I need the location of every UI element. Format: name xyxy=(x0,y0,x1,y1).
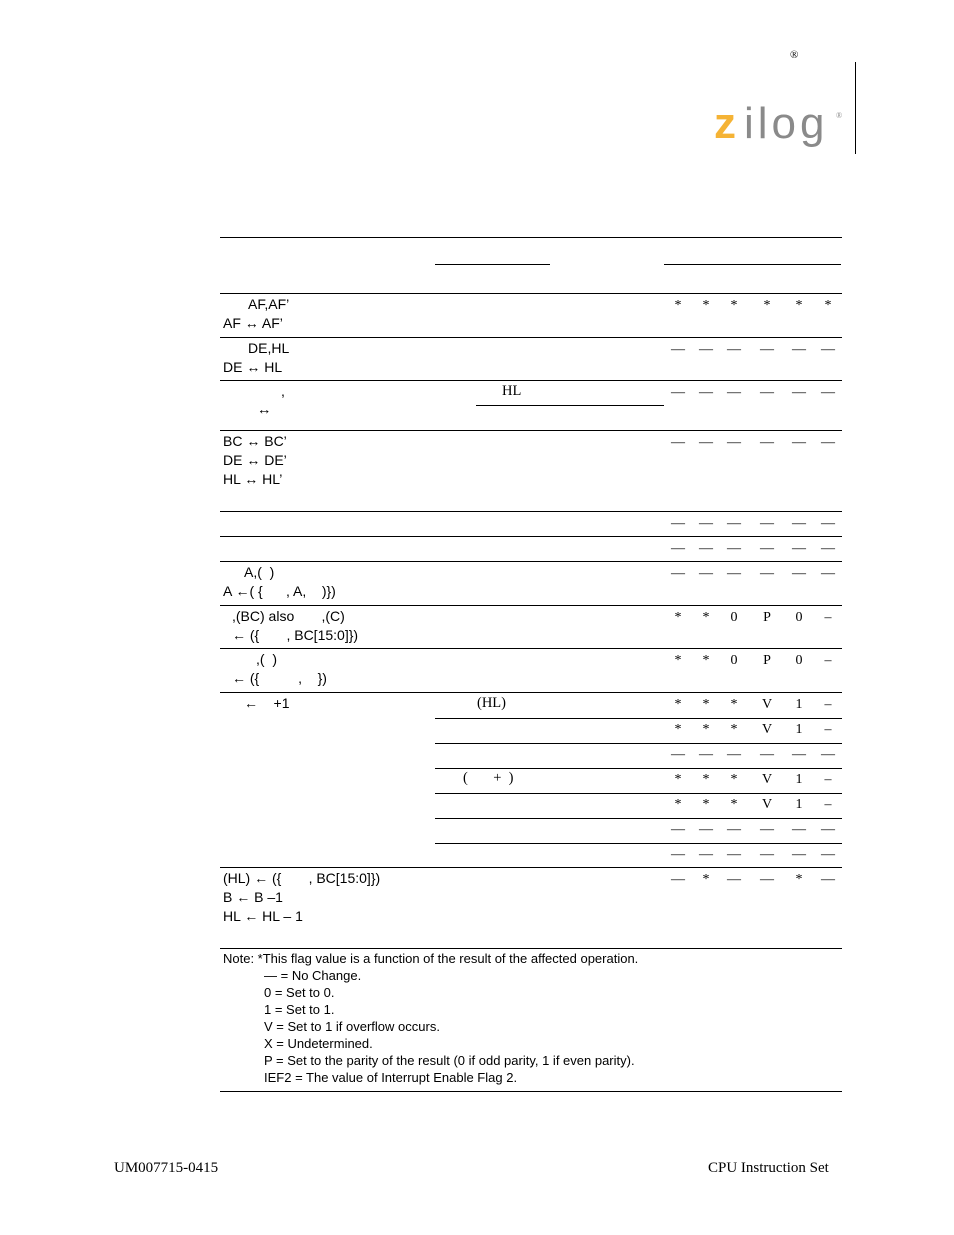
row-r4-flag-2: — xyxy=(727,435,741,450)
row-r10-sub-5-flag-0: — xyxy=(671,822,685,837)
svg-text:ilog: ilog xyxy=(744,104,829,148)
row-r11-flag-2: — xyxy=(727,872,741,887)
row-r8-flag-3: P xyxy=(763,610,771,625)
row-r1-text-1: AF ↔ AF’ xyxy=(223,315,283,331)
header-underline-flags xyxy=(664,264,841,265)
row-r4-flag-0: — xyxy=(671,435,685,450)
row-r3-flag-5: — xyxy=(821,385,835,400)
row-r1-flag-0: * xyxy=(674,298,682,313)
row-r5-flag-2: — xyxy=(727,516,741,531)
row-r9-flag-4: 0 xyxy=(795,653,803,668)
row-r10-sub-1-flag-4: 1 xyxy=(795,722,803,737)
row-r2-flag-1: — xyxy=(699,342,713,357)
footer-section: CPU Instruction Set xyxy=(708,1160,829,1176)
row-r10-bottom-rule xyxy=(220,867,842,868)
footer-doc-id: UM007715-0415 xyxy=(114,1160,219,1176)
row-r4-flag-4: — xyxy=(792,435,806,450)
row-r10-sub-6-flag-5: — xyxy=(821,847,835,862)
row-r3-bottom-rule xyxy=(220,430,842,431)
row-r10-sub-6-flag-4: — xyxy=(792,847,806,862)
row-r6-flag-5: — xyxy=(821,541,835,556)
row-r10-sub-1-flag-5: – xyxy=(824,722,832,737)
row-r5-flag-4: — xyxy=(792,516,806,531)
row-r5-flag-1: — xyxy=(699,516,713,531)
row-r7-text-1: A ←( { , A, )}) xyxy=(223,583,336,599)
row-r10-sub-3-flag-3: V xyxy=(761,772,773,787)
row-r7-flag-5: — xyxy=(821,566,835,581)
table-top-rule xyxy=(220,237,842,238)
row-r11-flag-0: — xyxy=(671,872,685,887)
row-r10-sub-4-flag-3: V xyxy=(761,797,773,812)
row-r4-text-1: DE ↔ DE’ xyxy=(223,452,287,468)
row-r3-flag-0: — xyxy=(671,385,685,400)
row-r11-flag-3: — xyxy=(760,872,774,887)
row-r10-sub-rule-6 xyxy=(435,843,842,844)
row-r10-sub-2-flag-1: — xyxy=(699,747,713,762)
note-line-6: P = Set to the parity of the result (0 if odd parity, 1 if even parity). xyxy=(264,1053,635,1068)
row-r8-flag-5: – xyxy=(824,610,832,625)
note-line-5: X = Undetermined. xyxy=(264,1036,373,1051)
row-r10-sub-1-flag-3: V xyxy=(761,722,773,737)
row-r8-text-1: ← ({ , BC[15:0]}) xyxy=(232,627,359,643)
row-r10-sub-2-flag-3: — xyxy=(760,747,774,762)
header-underline-opcode xyxy=(435,264,550,265)
row-r9-flag-0: * xyxy=(674,653,682,668)
row-r10-sub-label-0: (HL) xyxy=(477,695,506,711)
row-r7-flag-3: — xyxy=(760,566,774,581)
row-r5-flag-5: — xyxy=(821,516,835,531)
row-r6-flag-1: — xyxy=(699,541,713,556)
row-r1-flag-1: * xyxy=(702,298,710,313)
row-r3-flag-4: — xyxy=(792,385,806,400)
row-r2-flag-0: — xyxy=(671,342,685,357)
row-r10-sub-label-3: ( + ) xyxy=(463,770,514,786)
notes-bottom-rule xyxy=(220,1091,842,1092)
row-r11-flag-5: — xyxy=(821,872,835,887)
row-r7-flag-1: — xyxy=(699,566,713,581)
zilog-logo xyxy=(714,104,846,160)
row-r3-middle-underline xyxy=(476,405,664,406)
row-r6-flag-0: — xyxy=(671,541,685,556)
svg-text:®: ® xyxy=(836,111,843,120)
row-r9-flag-1: * xyxy=(702,653,710,668)
row-r7-flag-4: — xyxy=(792,566,806,581)
row-r7-flag-0: — xyxy=(671,566,685,581)
row-r7-bottom-rule xyxy=(220,605,842,606)
row-r10-sub-3-flag-4: 1 xyxy=(795,772,803,787)
row-r1-text-0: AF,AF’ xyxy=(248,296,290,312)
row-r10-sub-0-flag-0: * xyxy=(674,697,682,712)
row-r10-sub-1-flag-1: * xyxy=(702,722,710,737)
row-r10-sub-5-flag-3: — xyxy=(760,822,774,837)
row-r11-flag-4: * xyxy=(795,872,803,887)
row-r10-sub-2-flag-4: — xyxy=(792,747,806,762)
row-r10-sub-4-flag-2: * xyxy=(730,797,738,812)
row-r2-text-0: DE,HL xyxy=(248,340,290,356)
note-line-2: 0 = Set to 0. xyxy=(264,985,335,1000)
row-r1-flag-2: * xyxy=(730,298,738,313)
row-r3-middle: HL xyxy=(502,383,522,399)
row-r10-sub-4-flag-4: 1 xyxy=(795,797,803,812)
row-r1-flag-3: * xyxy=(763,298,771,313)
note-line-4: V = Set to 1 if overflow occurs. xyxy=(264,1019,440,1034)
row-r10-sub-6-flag-1: — xyxy=(699,847,713,862)
row-r10-sub-1-flag-0: * xyxy=(674,722,682,737)
row-r3-flag-1: — xyxy=(699,385,713,400)
row-r11-text-2: HL ← HL – 1 xyxy=(223,908,303,924)
row-r11-bottom-rule xyxy=(220,948,842,949)
row-r3-flag-2: — xyxy=(727,385,741,400)
row-r2-flag-4: — xyxy=(792,342,806,357)
row-r10-text-0: ← +1 xyxy=(244,695,290,711)
note-line-3: 1 = Set to 1. xyxy=(264,1002,335,1017)
row-r10-sub-5-flag-1: — xyxy=(699,822,713,837)
row-r5-flag-3: — xyxy=(760,516,774,531)
registered-mark: ® xyxy=(790,49,799,61)
row-r1-bottom-rule xyxy=(220,337,842,338)
row-r10-sub-rule-2 xyxy=(435,743,842,744)
row-r10-sub-4-flag-1: * xyxy=(702,797,710,812)
row-r1-flag-4: * xyxy=(795,298,803,313)
row-r10-sub-0-flag-4: 1 xyxy=(795,697,803,712)
row-r6-flag-2: — xyxy=(727,541,741,556)
row-r10-sub-rule-4 xyxy=(435,793,842,794)
row-r10-sub-rule-1 xyxy=(435,718,842,719)
row-r11-text-1: B ← B –1 xyxy=(223,889,283,905)
row-r6-flag-3: — xyxy=(760,541,774,556)
row-r10-sub-2-flag-5: — xyxy=(821,747,835,762)
row-r9-text-0: ,( ) xyxy=(256,651,277,667)
row-r3-text-0: , xyxy=(281,383,285,399)
row-r6-bottom-rule xyxy=(220,561,842,562)
note-line-7: IEF2 = The value of Interrupt Enable Flag 2. xyxy=(264,1070,518,1085)
note-line-1: — = No Change. xyxy=(264,968,362,983)
row-r4-text-0: BC ↔ BC’ xyxy=(223,433,287,449)
row-r5-flag-0: — xyxy=(671,516,685,531)
row-r10-sub-5-flag-2: — xyxy=(727,822,741,837)
row-r10-sub-3-flag-1: * xyxy=(702,772,710,787)
row-r9-flag-5: – xyxy=(824,653,832,668)
row-r10-sub-3-flag-0: * xyxy=(674,772,682,787)
row-r10-sub-2-flag-0: — xyxy=(671,747,685,762)
row-r10-sub-6-flag-3: — xyxy=(760,847,774,862)
row-r9-bottom-rule xyxy=(220,692,842,693)
row-r8-flag-4: 0 xyxy=(795,610,803,625)
row-r8-flag-2: 0 xyxy=(730,610,738,625)
row-r10-sub-2-flag-2: — xyxy=(727,747,741,762)
row-r10-sub-3-flag-2: * xyxy=(730,772,738,787)
row-r4-text-2: HL ↔ HL’ xyxy=(223,471,283,487)
row-r4-flag-3: — xyxy=(760,435,774,450)
row-r7-text-0: A,( ) xyxy=(244,564,275,580)
row-r9-text-1: ← ({ , }) xyxy=(232,670,327,686)
row-r10-sub-rule-5 xyxy=(435,818,842,819)
row-r8-text-0: ,(BC) also ,(C) xyxy=(232,608,345,624)
row-r4-flag-1: — xyxy=(699,435,713,450)
row-r10-sub-0-flag-5: – xyxy=(824,697,832,712)
row-r7-flag-2: — xyxy=(727,566,741,581)
row-r6-flag-4: — xyxy=(792,541,806,556)
row-r3-flag-3: — xyxy=(760,385,774,400)
row-r10-sub-5-flag-5: — xyxy=(821,822,835,837)
row-r10-sub-1-flag-2: * xyxy=(730,722,738,737)
row-r2-text-1: DE ↔ HL xyxy=(223,359,283,375)
row-r9-flag-2: 0 xyxy=(730,653,738,668)
row-r4-flag-5: — xyxy=(821,435,835,450)
row-r11-flag-1: * xyxy=(702,872,710,887)
note-line-0: Note: *This flag value is a function of the result of the affected operation. xyxy=(223,951,639,966)
row-r2-flag-2: — xyxy=(727,342,741,357)
row-r11-text-0: (HL) ← ({ , BC[15:0]}) xyxy=(223,870,381,886)
row-r10-sub-0-flag-2: * xyxy=(730,697,738,712)
row-r2-flag-5: — xyxy=(821,342,835,357)
row-r10-sub-6-flag-2: — xyxy=(727,847,741,862)
row-r9-flag-3: P xyxy=(763,653,771,668)
row-r10-sub-4-flag-0: * xyxy=(674,797,682,812)
row-r10-sub-0-flag-3: V xyxy=(761,697,773,712)
row-r3-text-1: ↔ xyxy=(257,402,272,418)
row-r8-flag-0: * xyxy=(674,610,682,625)
row-r10-sub-5-flag-4: — xyxy=(792,822,806,837)
row-r10-sub-3-flag-5: – xyxy=(824,772,832,787)
row-r2-bottom-rule xyxy=(220,380,842,381)
header-bottom-rule xyxy=(220,293,842,294)
row-r10-sub-0-flag-1: * xyxy=(702,697,710,712)
row-r5-bottom-rule xyxy=(220,536,842,537)
row-r2-flag-3: — xyxy=(760,342,774,357)
row-r10-sub-4-flag-5: – xyxy=(824,797,832,812)
row-r8-flag-1: * xyxy=(702,610,710,625)
header-divider xyxy=(855,62,856,154)
row-r4-bottom-rule xyxy=(220,511,842,512)
svg-text:z: z xyxy=(714,104,738,148)
row-r1-flag-5: * xyxy=(824,298,832,313)
row-r8-bottom-rule xyxy=(220,648,842,649)
row-r10-sub-6-flag-0: — xyxy=(671,847,685,862)
